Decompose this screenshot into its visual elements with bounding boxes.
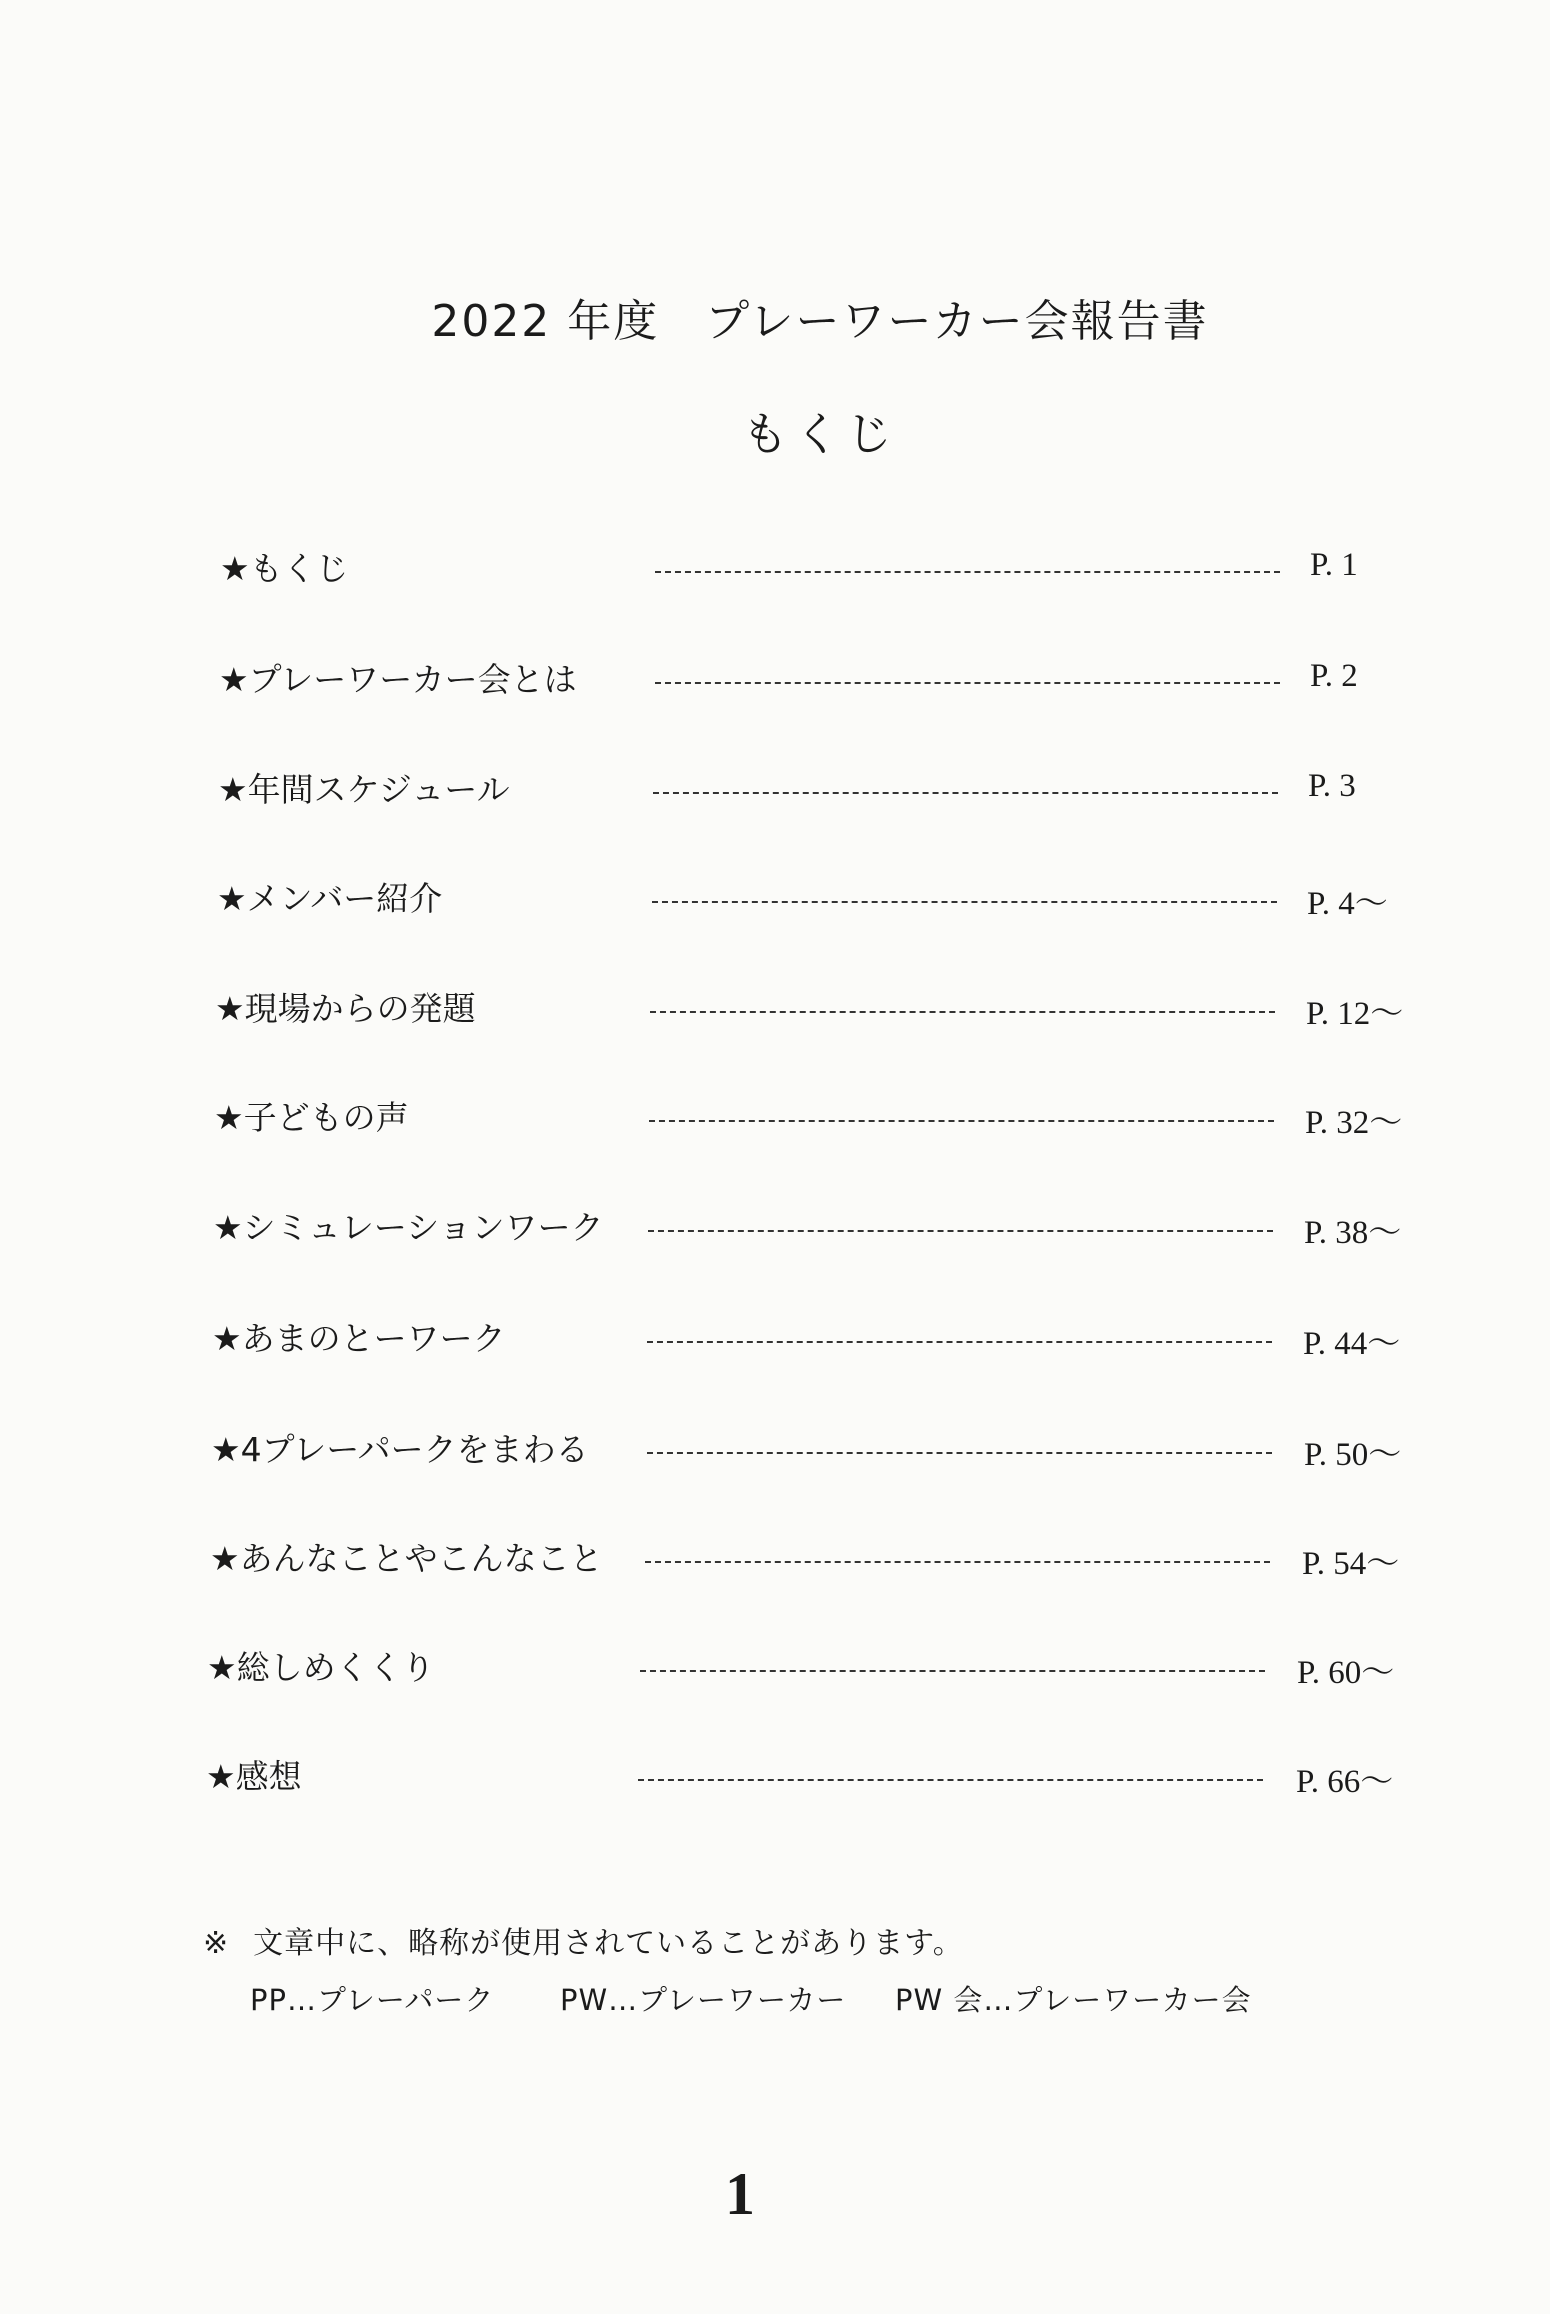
toc-leader <box>647 1452 1272 1454</box>
toc-leader <box>645 1561 1270 1563</box>
toc-item-label: ★総しめくくり <box>207 1648 435 1687</box>
footnote <box>203 1918 964 1962</box>
toc-leader <box>655 571 1280 573</box>
toc-item-label: ★もくじ <box>220 549 349 588</box>
note-mark: ※ <box>203 1926 230 1961</box>
toc-item-page: P. 3 <box>1308 768 1356 804</box>
toc-leader <box>649 1120 1274 1122</box>
toc-leader <box>638 1779 1263 1781</box>
toc-item-page: P. 60〜 <box>1297 1655 1395 1691</box>
toc-item-label: ★プレーワーカー会とは <box>219 660 577 699</box>
toc-item-label: ★あんなことやこんなこと <box>210 1539 603 1578</box>
toc-item-page: P. 38〜 <box>1304 1215 1402 1251</box>
toc-leader <box>647 1341 1272 1343</box>
toc-item-label: ★あまのとーワーク <box>212 1319 506 1358</box>
toc-item <box>0 983 1550 1033</box>
page-title: 2022 年度 プレーワーカー会報告書 <box>431 296 1209 347</box>
abbreviation-pp: PP…プレーパーク <box>250 1983 495 2017</box>
toc-item <box>0 1202 1550 1252</box>
toc-item <box>0 1533 1550 1583</box>
abbreviation-pw-kai: PW 会…プレーワーカー会 <box>895 1983 1252 2017</box>
toc-item-label: ★年間スケジュール <box>218 770 510 809</box>
toc-item-page: P. 32〜 <box>1305 1105 1403 1141</box>
toc-item-page: P. 12〜 <box>1306 996 1404 1032</box>
toc-item-page: P. 4〜 <box>1307 886 1388 922</box>
toc-leader <box>650 1011 1275 1013</box>
toc-heading: もくじ <box>742 407 898 461</box>
toc-item-label: ★現場からの発題 <box>215 989 476 1028</box>
toc-item-label: ★シミュレーションワーク <box>213 1208 604 1247</box>
toc-item-label: ★4プレーパークをまわる <box>211 1430 589 1469</box>
toc-item-page: P. 54〜 <box>1302 1546 1400 1582</box>
toc-item <box>0 1313 1550 1363</box>
toc-item <box>0 873 1550 923</box>
toc-item <box>0 654 1550 704</box>
toc-leader <box>653 792 1278 794</box>
toc-item-label: ★メンバー紹介 <box>217 879 443 918</box>
toc-item-page: P. 50〜 <box>1304 1437 1402 1473</box>
toc-leader <box>640 1670 1265 1672</box>
toc-item <box>0 1642 1550 1692</box>
toc-item-label: ★子どもの声 <box>214 1098 409 1137</box>
toc-item-page: P. 1 <box>1310 547 1358 583</box>
toc-item <box>0 764 1550 814</box>
toc-item-page: P. 66〜 <box>1296 1764 1394 1800</box>
toc-item <box>0 1751 1550 1801</box>
toc-item <box>0 1424 1550 1474</box>
toc-item-label: ★感想 <box>206 1757 302 1796</box>
footnote-text: 文章中に、略称が使用されていることがあります。 <box>253 1926 964 1961</box>
toc-item-page: P. 44〜 <box>1303 1326 1401 1362</box>
toc-leader <box>648 1230 1273 1232</box>
toc-leader <box>652 901 1277 903</box>
toc-item <box>0 543 1550 593</box>
toc-item-page: P. 2 <box>1310 658 1358 694</box>
toc-item <box>0 1092 1550 1142</box>
toc-leader <box>655 682 1280 684</box>
page-number: 1 <box>725 2161 755 2227</box>
abbreviation-pw: PW…プレーワーカー <box>560 1983 847 2017</box>
